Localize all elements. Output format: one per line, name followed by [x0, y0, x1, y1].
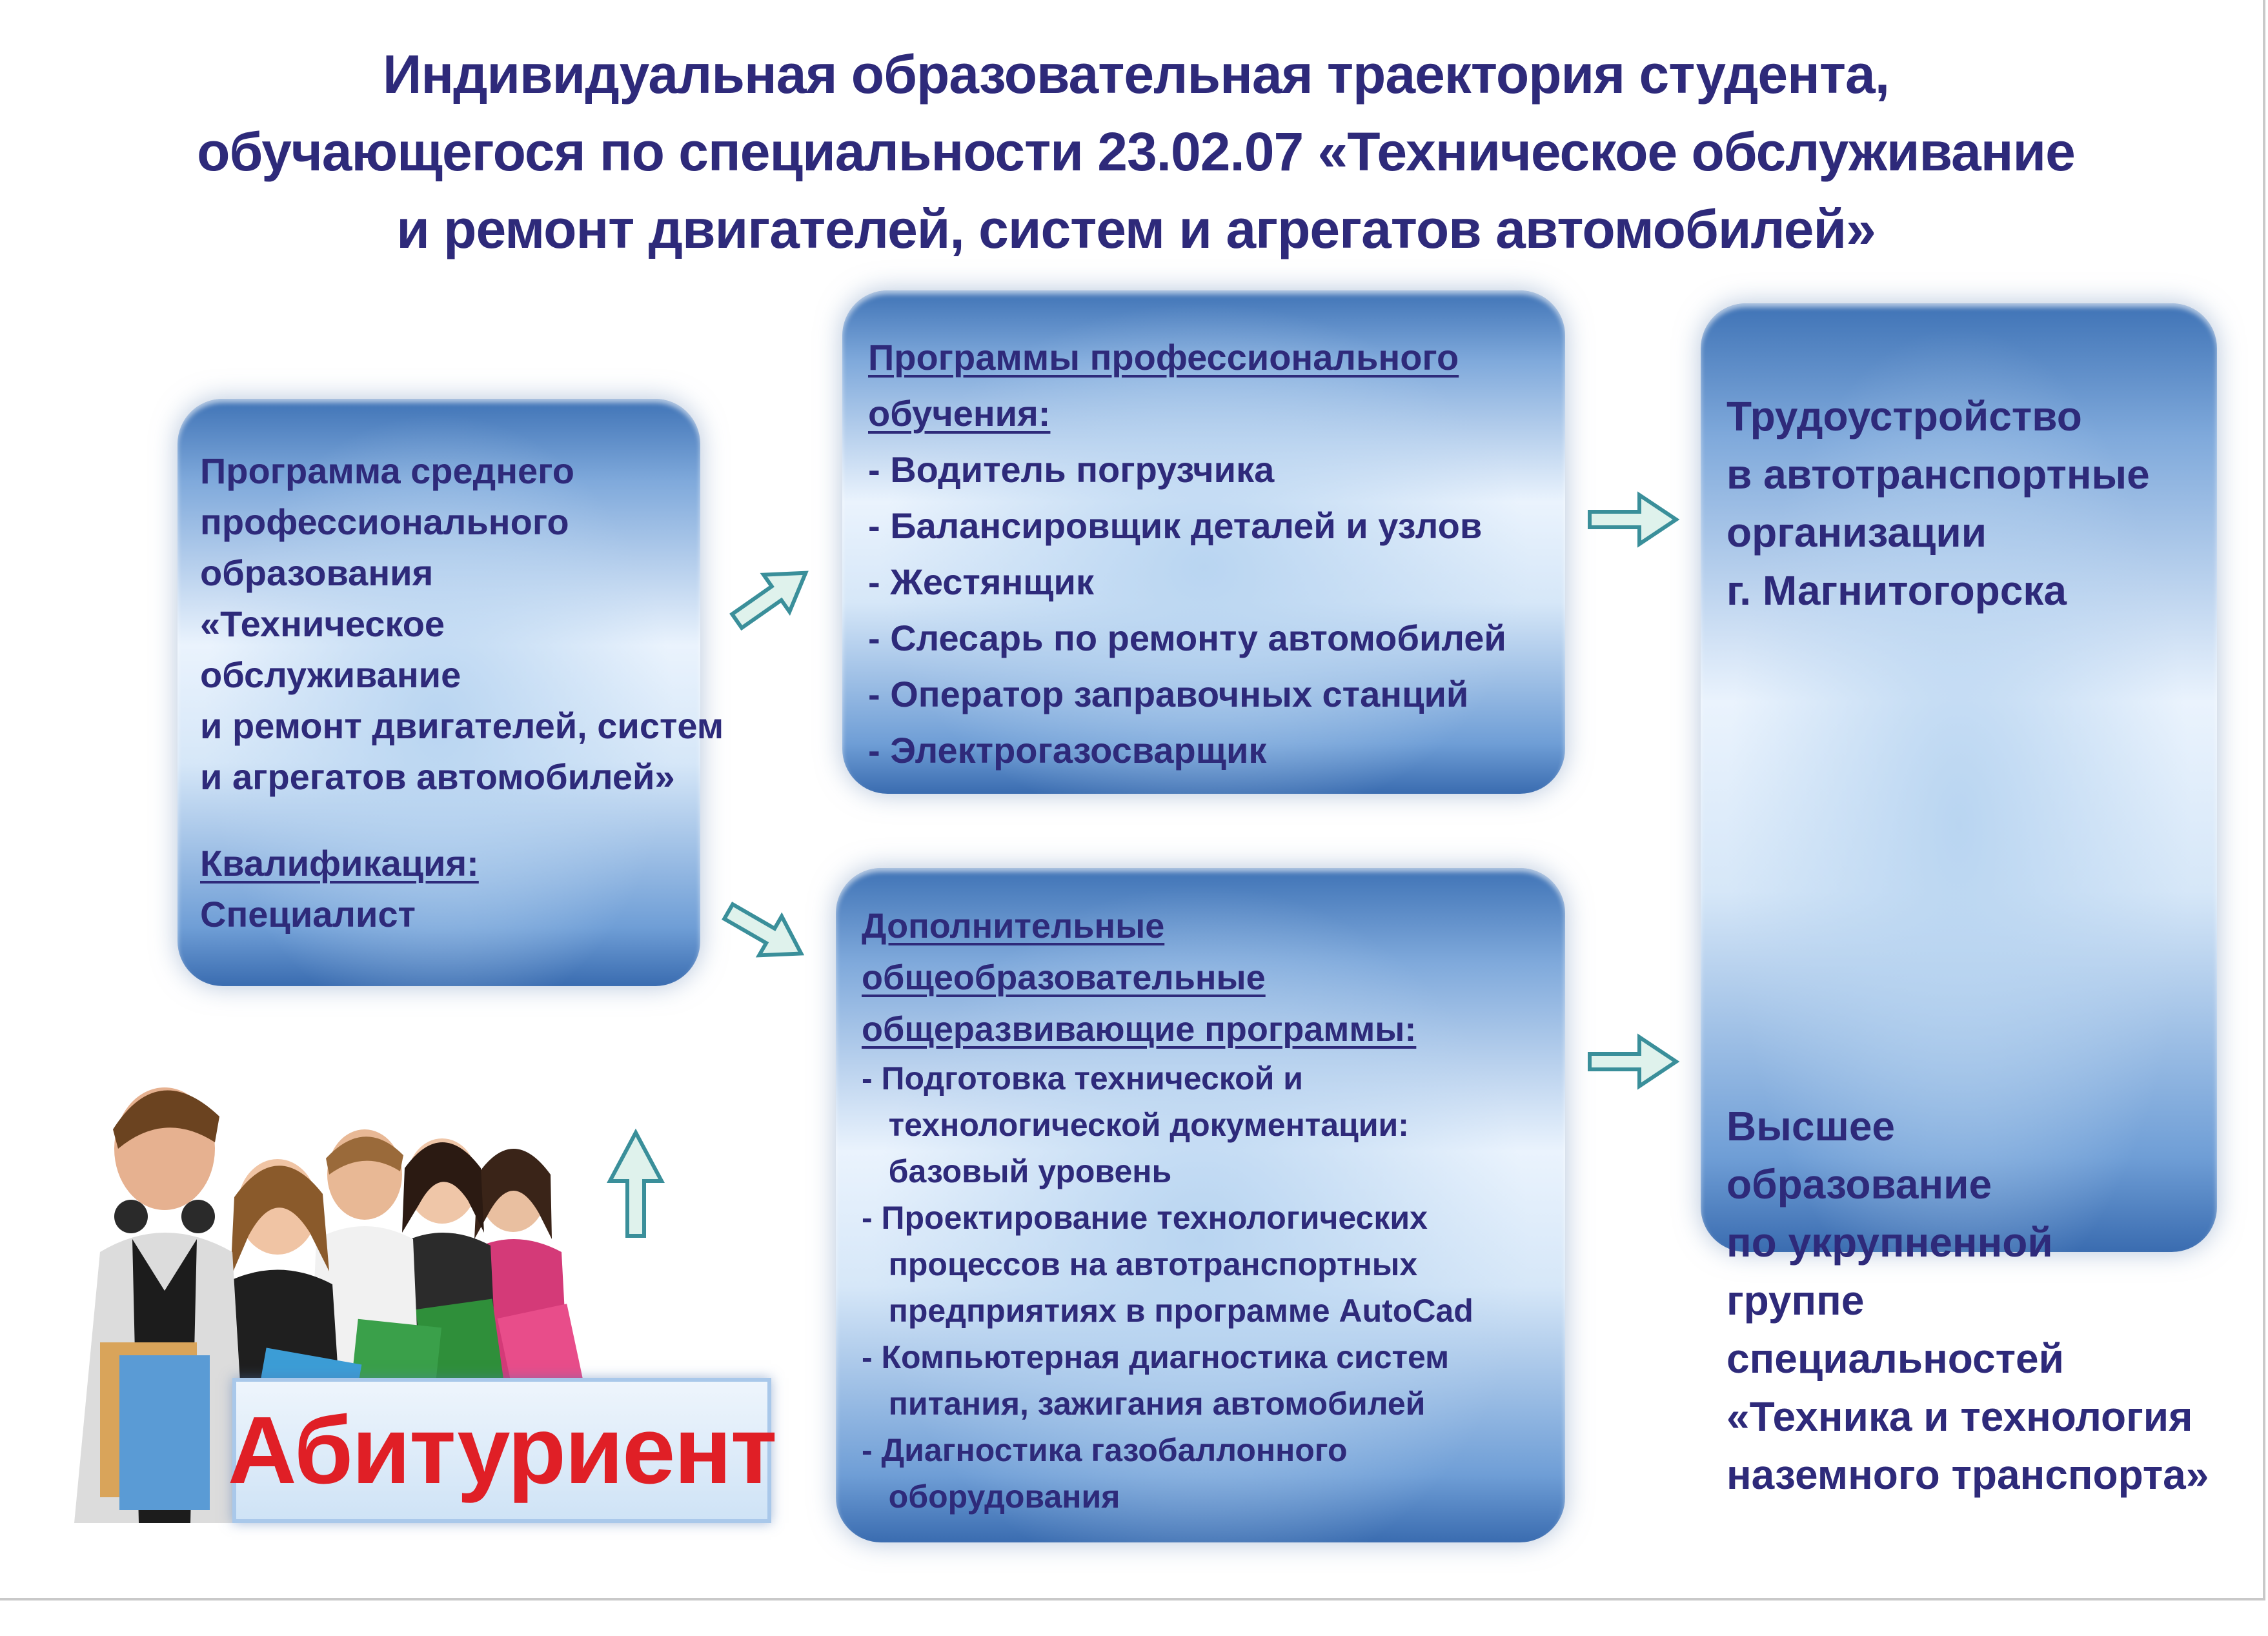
title-line: обучающегося по специальности 23.02.07 «Техническое обслуживание [197, 121, 2075, 182]
employment-line: Трудоустройство [1726, 393, 2082, 439]
higher-education-text [1726, 1097, 2209, 1504]
additional-heading: общеобразовательные [862, 958, 1266, 997]
additional-programs-panel [836, 868, 1565, 1542]
additional-item: - Проектирование технологических [862, 1200, 1428, 1236]
employment-line: г. Магнитогорска [1726, 567, 2067, 614]
arrow-up-right-icon [723, 555, 820, 639]
prof-item: - Водитель погрузчика [868, 449, 1275, 490]
applicant-badge [227, 1378, 776, 1523]
page-title [129, 35, 2143, 268]
prof-item: - Оператор заправочных станций [868, 674, 1469, 714]
additional-item: базовый уровень [862, 1153, 1172, 1189]
higher-ed-line: образование [1726, 1161, 1992, 1207]
employment-line: в автотранспортные [1726, 451, 2150, 498]
employment-text [1726, 387, 2150, 620]
additional-item: процессов на автотранспортных [862, 1246, 1418, 1282]
higher-ed-line: специальностей [1726, 1335, 2064, 1382]
spo-line: образования [200, 552, 434, 593]
additional-item: оборудования [862, 1479, 1120, 1515]
title-line: и ремонт двигателей, систем и агрегатов автомобилей» [396, 199, 1876, 259]
additional-item: питания, зажигания автомобилей [862, 1386, 1426, 1422]
spo-line: Программа среднего [200, 450, 574, 491]
title-line: Индивидуальная образовательная траектория студента, [382, 44, 1890, 105]
arrow-down-right-icon [716, 891, 813, 975]
prof-item: - Балансировщик деталей и узлов [868, 505, 1483, 546]
spo-program-text [200, 445, 724, 940]
applicant-label: Абитуриент [227, 1397, 776, 1504]
prof-item: - Слесарь по ремонту автомобилей [868, 618, 1506, 658]
arrow-right-icon [1585, 487, 1681, 552]
spo-line: и ремонт двигателей, систем [200, 705, 724, 746]
prof-item: - Жестянщик [868, 561, 1094, 602]
additional-item: технологической документации: [862, 1107, 1409, 1143]
spo-line: и агрегатов автомобилей» [200, 756, 675, 797]
higher-ed-line: группе [1726, 1277, 1865, 1324]
professional-training-text [868, 329, 1506, 778]
additional-item: - Подготовка технической и [862, 1060, 1304, 1096]
spo-line: обслуживание [200, 654, 461, 695]
additional-item: предприятиях в программе AutoCad [862, 1293, 1473, 1329]
additional-heading: Дополнительные [862, 907, 1165, 945]
additional-item: - Диагностика газобаллонного [862, 1432, 1348, 1468]
outcomes-panel [1701, 303, 2217, 1498]
arrow-right-icon [1585, 1029, 1681, 1094]
spo-line: профессионального [200, 501, 569, 542]
additional-item: - Компьютерная диагностика систем [862, 1339, 1450, 1375]
higher-ed-line: Высшее [1726, 1103, 1895, 1149]
prof-heading: Программы профессионального [868, 337, 1459, 378]
prof-heading: обучения: [868, 393, 1051, 434]
additional-programs-text [862, 900, 1473, 1520]
professional-training-panel [842, 290, 1565, 794]
employment-line: организации [1726, 509, 1987, 556]
higher-ed-line: наземного транспорта» [1726, 1451, 2209, 1498]
qualification-value: Специалист [200, 894, 416, 934]
higher-ed-line: по укрупненной [1726, 1219, 2053, 1266]
higher-ed-line: «Техника и технология [1726, 1393, 2193, 1440]
qualification-label: Квалификация: [200, 843, 479, 884]
additional-heading: общеразвивающие программы: [862, 1010, 1417, 1049]
prof-item: - Электрогазосварщик [868, 730, 1267, 771]
spo-line: «Техническое [200, 603, 445, 644]
spo-program-panel [177, 399, 724, 986]
